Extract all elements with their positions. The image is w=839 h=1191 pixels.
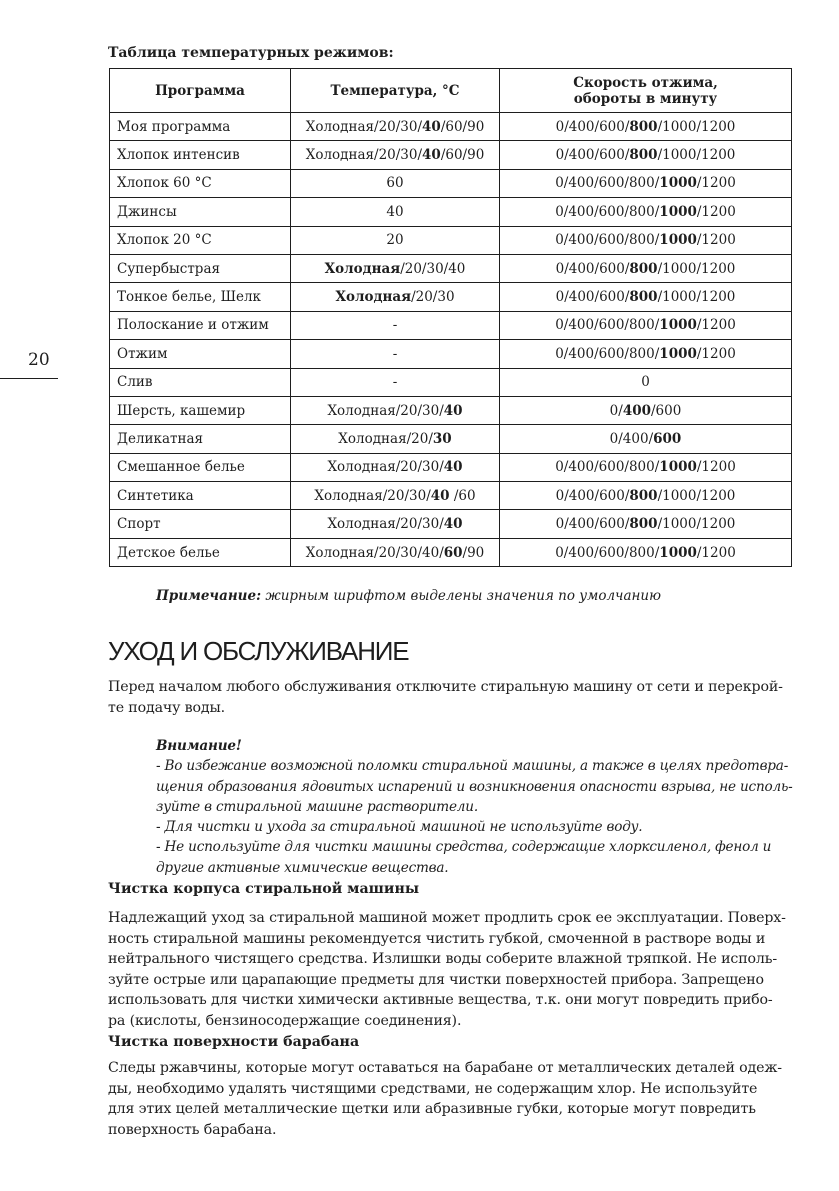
temperature-cell	[291, 368, 500, 396]
header-spin-line1: Скорость отжима,	[573, 74, 718, 91]
temperature-cell	[291, 482, 500, 510]
value-bold: 30	[432, 430, 452, 447]
value-post: /1200	[696, 345, 736, 362]
temperature-cell	[291, 425, 500, 453]
value-pre: 0/400/600/	[555, 118, 630, 135]
table-row	[110, 311, 792, 339]
value-bold: 1000	[659, 544, 697, 561]
temperature-cell	[291, 226, 500, 254]
value-pre: 0/400/600/800/	[555, 459, 660, 476]
value-post: /60	[449, 487, 476, 504]
value-pre: 0/400/600/800/	[555, 345, 660, 362]
spin-speed-cell	[500, 113, 792, 141]
value-pre: Холодная/20/30/40/	[305, 544, 444, 561]
note-text: жирным шрифтом выделены значения по умолчанию	[261, 588, 661, 604]
temperature-cell	[291, 510, 500, 538]
warning-line: щения образования ядовитых испарений и возникновения опасности взрыва, не исполь-	[156, 778, 793, 795]
table-row	[110, 283, 792, 311]
value-bold: 40	[422, 147, 441, 164]
value-bold: 800	[629, 487, 658, 504]
spin-speed-cell	[500, 283, 792, 311]
temperature-cell	[291, 198, 500, 226]
value-bold: 40	[430, 487, 450, 504]
header-spin-speed	[500, 69, 792, 113]
value-post: 40	[386, 203, 404, 220]
value-pre: 0/400/600/	[555, 289, 630, 306]
value-post: /1200	[696, 175, 736, 192]
spin-speed-cell	[500, 510, 792, 538]
warning-title: Внимание!	[156, 738, 242, 754]
value-post: /20/30	[411, 289, 455, 306]
value-pre: 0/400/600/800/	[555, 175, 660, 192]
section-title: УХОД И ОБСЛУЖИВАНИЕ	[108, 636, 409, 666]
value-pre: 0/400/	[609, 430, 654, 447]
value-post: /90	[462, 544, 485, 561]
value-bold: 40	[443, 459, 463, 476]
table-row	[110, 113, 792, 141]
temperature-cell	[291, 283, 500, 311]
table-row	[110, 510, 792, 538]
page-number: 20	[28, 350, 50, 370]
program-cell: Синтетика	[110, 482, 291, 510]
program-cell: Хлопок интенсив	[110, 141, 291, 169]
table-row	[110, 396, 792, 424]
value-bold: 800	[629, 260, 658, 277]
spin-speed-cell	[500, 226, 792, 254]
program-cell: Моя программа	[110, 113, 291, 141]
value-pre: 0/400/600/800/	[555, 544, 660, 561]
paragraph-line: те подачу воды.	[108, 699, 225, 716]
drum-cleaning-paragraph	[108, 1058, 798, 1140]
value-bold: 1000	[659, 232, 697, 249]
value-post: /1000/1200	[657, 118, 736, 135]
table-row	[110, 340, 792, 368]
table-row	[110, 226, 792, 254]
value-bold: 40	[443, 516, 463, 533]
value-post: /1200	[696, 459, 736, 476]
paragraph-line: ность стиральной машины рекомендуется чистить губкой, смоченной в растворе воды и	[108, 930, 766, 947]
value-bold: 1000	[659, 203, 697, 220]
table-row	[110, 425, 792, 453]
value-post: /1200	[696, 544, 736, 561]
temperature-cell	[291, 396, 500, 424]
value-post: /60/90	[440, 147, 485, 164]
program-cell: Шерсть, кашемир	[110, 396, 291, 424]
warning-line: - Во избежание возможной поломки стиральной машины, а также в целях предотвра-	[156, 758, 789, 775]
value-pre: Холодная/20/30/	[327, 402, 444, 419]
value-bold: 1000	[659, 345, 697, 362]
value-post: /1000/1200	[657, 147, 736, 164]
value-post: -	[392, 317, 398, 334]
value-pre: Холодная/20/30/	[327, 516, 444, 533]
spin-speed-cell	[500, 198, 792, 226]
value-pre: Холодная/20/30/	[327, 459, 444, 476]
table-row	[110, 141, 792, 169]
value-bold: 800	[629, 147, 658, 164]
value-bold: 1000	[659, 175, 697, 192]
value-post: /1000/1200	[657, 260, 736, 277]
spin-speed-cell	[500, 254, 792, 282]
value-post: 60	[386, 175, 404, 192]
spin-speed-cell	[500, 482, 792, 510]
value-pre: 0/400/600/	[555, 516, 630, 533]
temperature-cell	[291, 113, 500, 141]
program-cell: Слив	[110, 368, 291, 396]
value-post: 0	[641, 374, 650, 391]
table-title: Таблица температурных режимов:	[108, 45, 394, 61]
value-bold: 800	[629, 118, 658, 135]
temperature-cell	[291, 538, 500, 566]
spin-speed-cell	[500, 538, 792, 566]
body-cleaning-paragraph	[108, 908, 798, 1031]
header-program: Программа	[110, 69, 291, 113]
value-pre: Холодная/20/30/	[305, 147, 423, 164]
table-row	[110, 169, 792, 197]
warning-line: другие активные химические вещества.	[156, 859, 449, 876]
table-note	[156, 588, 661, 604]
warning-block	[156, 736, 796, 878]
temperature-modes-table	[109, 68, 792, 567]
intro-paragraph	[108, 677, 798, 718]
paragraph-line: использовать для чистки химически активные вещества, т.к. они могут повредить прибо-	[108, 992, 773, 1008]
program-cell: Полоскание и отжим	[110, 311, 291, 339]
value-pre: 0/400/600/800/	[555, 317, 660, 334]
paragraph-line: поверхность барабана.	[108, 1121, 277, 1138]
program-cell: Супербыстрая	[110, 254, 291, 282]
value-post: /600	[651, 402, 682, 419]
value-post: /1000/1200	[657, 516, 736, 533]
warning-line: - Для чистки и ухода за стиральной машиной не используйте воду.	[156, 819, 643, 836]
value-bold: 60	[443, 544, 463, 561]
table-row	[110, 198, 792, 226]
value-bold: 800	[629, 516, 658, 533]
paragraph-line: нейтрального чистящего средства. Излишки воды соберите влажной тряпкой. Не исполь-	[108, 951, 777, 967]
table-row	[110, 254, 792, 282]
value-post: /1200	[696, 203, 736, 220]
value-post: /60/90	[440, 118, 485, 135]
value-post: -	[392, 374, 398, 391]
paragraph-line: зуйте острые или царапающие предметы для чистки поверхностей прибора. Запрещено	[108, 971, 764, 988]
paragraph-line: ды, необходимо удалять чистящими средствами, не содержащим хлор. Не используйте	[108, 1080, 758, 1097]
value-bold: Холодная	[335, 289, 412, 306]
value-bold: 1000	[659, 459, 697, 476]
table-row	[110, 538, 792, 566]
table-row	[110, 453, 792, 481]
program-cell: Хлопок 20 °С	[110, 226, 291, 254]
value-post: /1000/1200	[657, 487, 736, 504]
value-pre: 0/400/600/	[555, 147, 630, 164]
value-pre: 0/	[609, 402, 623, 419]
value-pre: Холодная/20/	[338, 430, 433, 447]
paragraph-line: Надлежащий уход за стиральной машиной может продлить срок ее эксплуатации. Поверх-	[108, 910, 786, 926]
value-post: 20	[386, 232, 404, 249]
spin-speed-cell	[500, 340, 792, 368]
temperature-cell	[291, 141, 500, 169]
spin-speed-cell	[500, 169, 792, 197]
spin-speed-cell	[500, 396, 792, 424]
value-pre: Холодная/20/30/	[305, 118, 423, 135]
temperature-cell	[291, 340, 500, 368]
warning-line: - Не используйте для чистки машины средства, содержащие хлорксиленол, фенол и	[156, 839, 772, 856]
value-bold: 600	[653, 430, 682, 447]
program-cell: Хлопок 60 °С	[110, 169, 291, 197]
drum-cleaning-heading: Чистка поверхности барабана	[108, 1034, 360, 1050]
program-cell: Смешанное белье	[110, 453, 291, 481]
paragraph-line: для этих целей металлические щетки или абразивные губки, которые могут повредить	[108, 1101, 756, 1117]
value-pre: Холодная/20/30/	[314, 487, 431, 504]
program-cell: Джинсы	[110, 198, 291, 226]
value-post: /1000/1200	[657, 289, 736, 306]
paragraph-line: Следы ржавчины, которые могут оставаться на барабане от металлических деталей одеж-	[108, 1060, 782, 1076]
value-bold: 40	[443, 402, 463, 419]
value-pre: 0/400/600/	[555, 487, 630, 504]
spin-speed-cell	[500, 311, 792, 339]
program-cell: Деликатная	[110, 425, 291, 453]
value-bold: Холодная	[324, 260, 401, 277]
value-post: /1200	[696, 317, 736, 334]
value-pre: 0/400/600/800/	[555, 232, 660, 249]
temperature-cell	[291, 311, 500, 339]
value-bold: 40	[422, 118, 441, 135]
paragraph-line: ра (кислоты, бензиносодержащие соединения).	[108, 1012, 462, 1029]
header-spin-line2: обороты в минуту	[573, 90, 718, 107]
note-label: Примечание:	[156, 588, 262, 604]
page-number-rule	[0, 378, 58, 379]
spin-speed-cell	[500, 425, 792, 453]
program-cell: Отжим	[110, 340, 291, 368]
value-pre: 0/400/600/	[555, 260, 630, 277]
value-post: /1200	[696, 232, 736, 249]
temperature-cell	[291, 169, 500, 197]
temperature-cell	[291, 254, 500, 282]
warning-line: зуйте в стиральной машине растворители.	[156, 798, 478, 815]
program-cell: Тонкое белье, Шелк	[110, 283, 291, 311]
value-post: -	[392, 345, 398, 362]
paragraph-line: Перед началом любого обслуживания отключите стиральную машину от сети и перекрой-	[108, 679, 783, 695]
spin-speed-cell	[500, 141, 792, 169]
value-post: /20/30/40	[400, 260, 466, 277]
header-temperature: Температура, °С	[291, 69, 500, 113]
spin-speed-cell	[500, 453, 792, 481]
table-header-row	[110, 69, 792, 113]
value-bold: 400	[622, 402, 651, 419]
table-body	[110, 113, 792, 567]
spin-speed-cell	[500, 368, 792, 396]
value-bold: 1000	[659, 317, 697, 334]
table-row	[110, 368, 792, 396]
program-cell: Спорт	[110, 510, 291, 538]
body-cleaning-heading: Чистка корпуса стиральной машины	[108, 881, 420, 897]
temperature-cell	[291, 453, 500, 481]
value-pre: 0/400/600/800/	[555, 203, 660, 220]
program-cell: Детское белье	[110, 538, 291, 566]
table-row	[110, 482, 792, 510]
value-bold: 800	[629, 289, 658, 306]
